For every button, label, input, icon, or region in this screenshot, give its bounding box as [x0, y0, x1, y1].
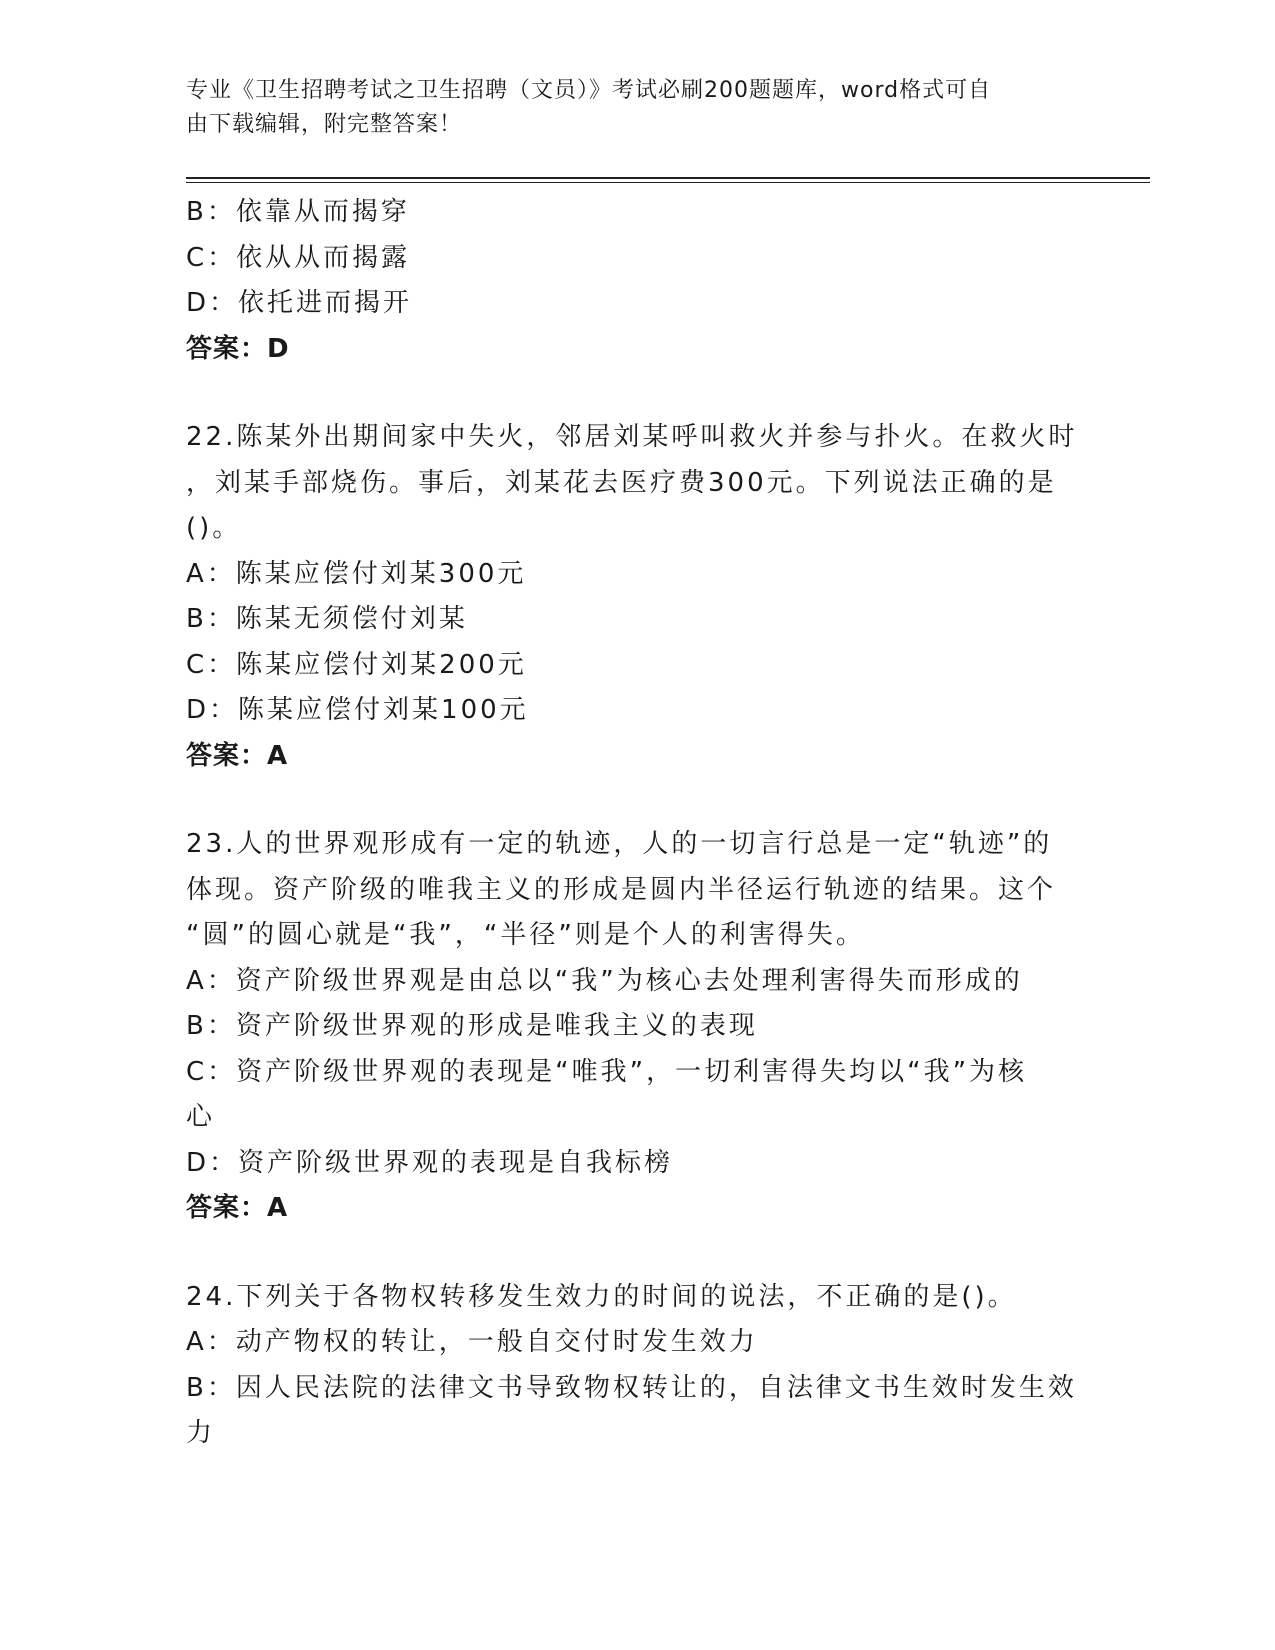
question-stem: 体现。资产阶级的唯我主义的形成是圆内半径运行轨迹的结果。这个 [186, 874, 1057, 905]
option-d: D：陈某应偿付刘某100元 [186, 695, 529, 725]
question-stem: ，刘某手部烧伤。事后，刘某花去医疗费300元。下列说法正确的是 [186, 467, 1057, 498]
header-line-1: 专业《卫生招聘考试之卫生招聘（文员）》考试必刷200题题库，word格式可自 [186, 78, 992, 103]
option-d: D：资产阶级世界观的表现是自我标榜 [186, 1147, 674, 1178]
option-c-continued: 心 [186, 1102, 216, 1132]
option-b: B：资产阶级世界观的形成是唯我主义的表现 [186, 1011, 758, 1041]
header-divider-thin [186, 182, 1150, 183]
option-c: C：依从从而揭露 [186, 242, 411, 273]
question-21-tail [186, 190, 1066, 372]
document-header [186, 74, 1066, 142]
question-stem: 22.陈某外出期间家中失火，邻居刘某呼叫救火并参与扑火。在救火时 [186, 422, 1078, 452]
header-divider-thick [186, 177, 1150, 179]
option-a: A：资产阶级世界观是由总以“我”为核心去处理利害得失而形成的 [186, 965, 1023, 996]
option-a: A：动产物权的转让，一般自交付时发生效力 [186, 1327, 758, 1357]
option-c: C：陈某应偿付刘某200元 [186, 649, 527, 680]
question-23 [186, 822, 1066, 1232]
option-c: C：资产阶级世界观的表现是“唯我”，一切利害得失均以“我”为核 [186, 1056, 1028, 1087]
option-a: A：陈某应偿付刘某300元 [186, 558, 527, 589]
answer: 答案：D [186, 333, 290, 364]
question-24 [186, 1275, 1077, 1457]
question-stem: ()。 [186, 513, 242, 543]
header-line-2: 由下载编辑，附完整答案！ [186, 112, 463, 137]
question-list [186, 190, 1078, 1457]
option-b: B：依靠从而揭穿 [186, 197, 410, 227]
question-stem: 23.人的世界观形成有一定的轨迹，人的一切言行总是一定“轨迹”的 [186, 829, 1053, 859]
option-b-continued: 力 [186, 1418, 216, 1448]
question-22 [186, 415, 1078, 779]
answer: 答案：A [186, 1193, 289, 1223]
option-d: D：依托进而揭开 [186, 288, 413, 318]
option-b: B：陈某无须偿付刘某 [186, 604, 468, 634]
question-stem: “圆”的圆心就是“我”，“半径”则是个人的利害得失。 [186, 920, 865, 950]
answer: 答案：A [186, 740, 289, 771]
option-b: B：因人民法院的法律文书导致物权转让的，自法律文书生效时发生效 [186, 1372, 1077, 1403]
question-stem: 24.下列关于各物权转移发生效力的时间的说法，不正确的是()。 [186, 1281, 1017, 1312]
